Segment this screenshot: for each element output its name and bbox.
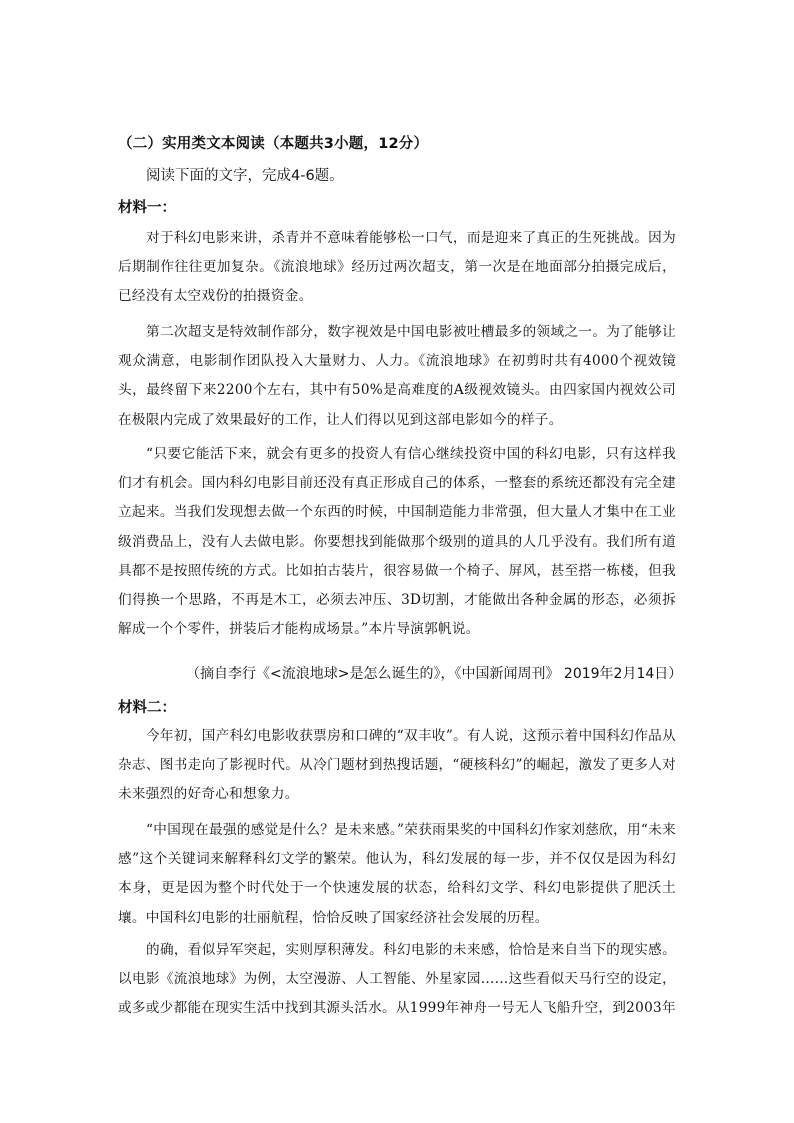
material1-source-citation: （摘自李行《<流浪地球>是怎么诞生的》，《中国新闻周刊》 2019年2月14日）: [186, 666, 683, 682]
material2-paragraph-2: “中国现在最强的感觉是什么？是未来感。”荣获雨果奖的中国科幻作家刘慈欣，用“未来感”这个关键词来解释科幻文学的繁荣。他认为，科幻发展的每一步，并不仅仅是因为科幻本身，更是因为整个时代处于一个快速发展的状态，给科幻文学、科幻电影提供了肥沃土壤。中国科幻电影的壮丽航程，恰恰反映了国家经济社会发展的历程。: [118, 822, 676, 926]
material2-paragraph-1: 今年初，国产科幻电影收获票房和口碑的“双丰收”。有人说，这预示着中国科幻作品从杂志、图书走向了影视时代。从冷门题材到热搜话题，“硬核科幻”的崛起，激发了更多人对未来强烈的好奇心和想象力。: [118, 728, 676, 803]
material1-paragraph-2: 第二次超支是特效制作部分，数字视效是中国电影被吐槽最多的领域之一。为了能够让观众满意，电影制作团队投入大量财力、人力。《流浪地球》在初剪时共有4000个视效镜头，最终留下来2200个左右，其中有50%是高难度的A级视效镜头。由四家国内视效公司在极限内完成了效果最好的工作，让人们得以见到这部电影如今的样子。: [118, 324, 676, 428]
material2-paragraph-3: 的确，看似异军突起，实则厚积薄发。科幻电影的未来感，恰恰是来自当下的现实感。以电影《流浪地球》为例，太空漫游、人工智能、外星家园……这些看似天马行空的设定，或多或少都能在现实生活中找到其源头活水。从1999年神舟一号无人飞船升空，到2003年: [118, 942, 676, 1017]
section-title: （二）实用类文本阅读（本题共3小题，12分）: [118, 136, 429, 152]
instruction-text: 阅读下面的文字，完成4-6题。: [146, 168, 344, 184]
material1-paragraph-3: “只要它能活下来，就会有更多的投资人有信心继续投资中国的科幻电影，只有这样我们才有机会。国内科幻电影目前还没有真正形成自己的体系，一整套的系统还都没有完全建立起来。当我们发现想去做一个东西的时候，中国制造能力非常强，但大量人才集中在工业级消费品上，没有人去做电影。你要想找到能做那个级别的道具的人几乎没有。我们所有道具都不是按照传统的方式。比如拍古装片，很容易做一个椅子、屏风，甚至搭一栋楼，但我们得换一个思路，不再是木工，必须去冲压、3D切割，才能做出各种金属的形态，必须拆解成一个个零件，拼装后才能构成场景。”本片导演郭帆说。: [118, 446, 676, 638]
material1-paragraph-1: 对于科幻电影来讲，杀青并不意味着能够松一口气，而是迎来了真正的生死挑战。因为后期制作往往更加复杂。《流浪地球》经历过两次超支，第一次是在地面部分拍摄完成后，已经没有太空戏份的拍摄资金。: [118, 230, 676, 305]
material1-label: 材料一：: [118, 200, 176, 216]
material2-label: 材料二：: [118, 700, 176, 716]
